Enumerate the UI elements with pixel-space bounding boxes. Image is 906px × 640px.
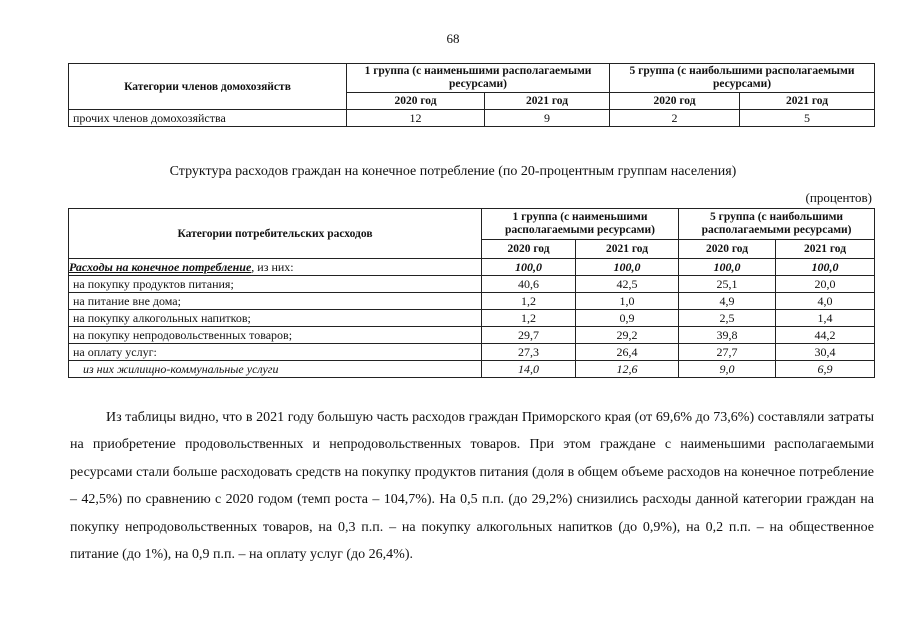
category-header: Категории членов домохозяйств [69, 64, 347, 110]
cell-value: 1,2 [482, 293, 576, 310]
table-row [69, 327, 875, 344]
cell-value: 40,6 [482, 276, 576, 293]
cell-value: 12,6 [576, 361, 679, 378]
year-header: 2020 год [347, 93, 485, 110]
cell-value: 26,4 [576, 344, 679, 361]
cell-value: 20,0 [776, 276, 875, 293]
row-label: на питание вне дома; [69, 293, 482, 310]
year-header: 2021 год [485, 93, 610, 110]
cell-value: 100,0 [679, 259, 776, 276]
cell-value: 9,0 [679, 361, 776, 378]
group1-header: 1 группа (с наименьшими располагаемыми ресурсами) [482, 209, 679, 240]
year-header: 2020 год [610, 93, 740, 110]
cell-value: 100,0 [576, 259, 679, 276]
cell-value: 30,4 [776, 344, 875, 361]
row-label: прочих членов домохозяйства [69, 110, 347, 127]
year-header: 2021 год [776, 240, 875, 259]
body-paragraph [70, 404, 874, 568]
section-title: Структура расходов граждан на конечное потребление (по 20-процентным группам населения) [169, 164, 737, 179]
year-header: 2021 год [740, 93, 875, 110]
cell-value: 9 [485, 110, 610, 127]
cell-value: 100,0 [776, 259, 875, 276]
table-row [69, 344, 875, 361]
table-row [69, 276, 875, 293]
cell-value: 2,5 [679, 310, 776, 327]
row-label: на покупку продуктов питания; [69, 276, 482, 293]
cell-value: 12 [347, 110, 485, 127]
row-label: на покупку непродовольственных товаров; [69, 327, 482, 344]
total-row [69, 259, 875, 276]
household-members-table [68, 63, 875, 127]
year-header: 2021 год [576, 240, 679, 259]
consumer-spending-table [68, 208, 875, 378]
category-header: Категории потребительских расходов [69, 209, 482, 259]
cell-value: 39,8 [679, 327, 776, 344]
group5-header: 5 группа (с наибольшими располагаемыми ресурсами) [679, 209, 875, 240]
cell-value: 29,2 [576, 327, 679, 344]
cell-value: 4,0 [776, 293, 875, 310]
paragraph-text: Из таблицы видно, что в 2021 году большую часть расходов граждан Приморского края (от 69,6% до 73,6%) составляли затраты на приобретение продовольственных и непродовольственных товаров. При этом граждане с наименьшими располагаемыми ресурсами стали больше расходовать средств на покупку продуктов питания (доля в общем объеме расходов на конечное потребление – 42,5%) по сравнению с 2020 годом (темп роста – 104,7%). На 0,5 п.п. (до 29,2%) снизились расходы данной категории граждан на покупку непродовольственных товаров, на 0,3 п.п. – на покупку алкогольных напитков (до 0,9%), на 0,2 п.п. – на общественное питание (до 1%), на 0,9 п.п. – на оплату услуг (до 26,4%). [70, 410, 874, 563]
unit-note: (процентов) [805, 190, 872, 205]
year-header: 2020 год [679, 240, 776, 259]
year-header: 2020 год [482, 240, 576, 259]
cell-value: 2 [610, 110, 740, 127]
cell-value: 1,4 [776, 310, 875, 327]
table-row [69, 293, 875, 310]
page-number: 68 [446, 31, 460, 46]
cell-value: 4,9 [679, 293, 776, 310]
table-row [69, 310, 875, 327]
cell-value: 0,9 [576, 310, 679, 327]
row-label [69, 259, 482, 276]
row-label: из них жилищно-коммунальные услуги [69, 361, 482, 378]
cell-value: 42,5 [576, 276, 679, 293]
cell-value: 27,7 [679, 344, 776, 361]
table-row [69, 110, 875, 127]
cell-value: 25,1 [679, 276, 776, 293]
group5-header: 5 группа (с наибольшими располагаемыми ресурсами) [610, 64, 875, 93]
total-label-main: Расходы на конечное потребление [69, 260, 252, 274]
total-label-suffix: , из них: [251, 260, 294, 274]
group1-header: 1 группа (с наименьшими располагаемыми ресурсами) [347, 64, 610, 93]
cell-value: 1,2 [482, 310, 576, 327]
row-label: на покупку алкогольных напитков; [69, 310, 482, 327]
cell-value: 6,9 [776, 361, 875, 378]
cell-value: 44,2 [776, 327, 875, 344]
row-label: на оплату услуг: [69, 344, 482, 361]
cell-value: 27,3 [482, 344, 576, 361]
cell-value: 5 [740, 110, 875, 127]
cell-value: 29,7 [482, 327, 576, 344]
cell-value: 100,0 [482, 259, 576, 276]
cell-value: 14,0 [482, 361, 576, 378]
cell-value: 1,0 [576, 293, 679, 310]
sub-row [69, 361, 875, 378]
